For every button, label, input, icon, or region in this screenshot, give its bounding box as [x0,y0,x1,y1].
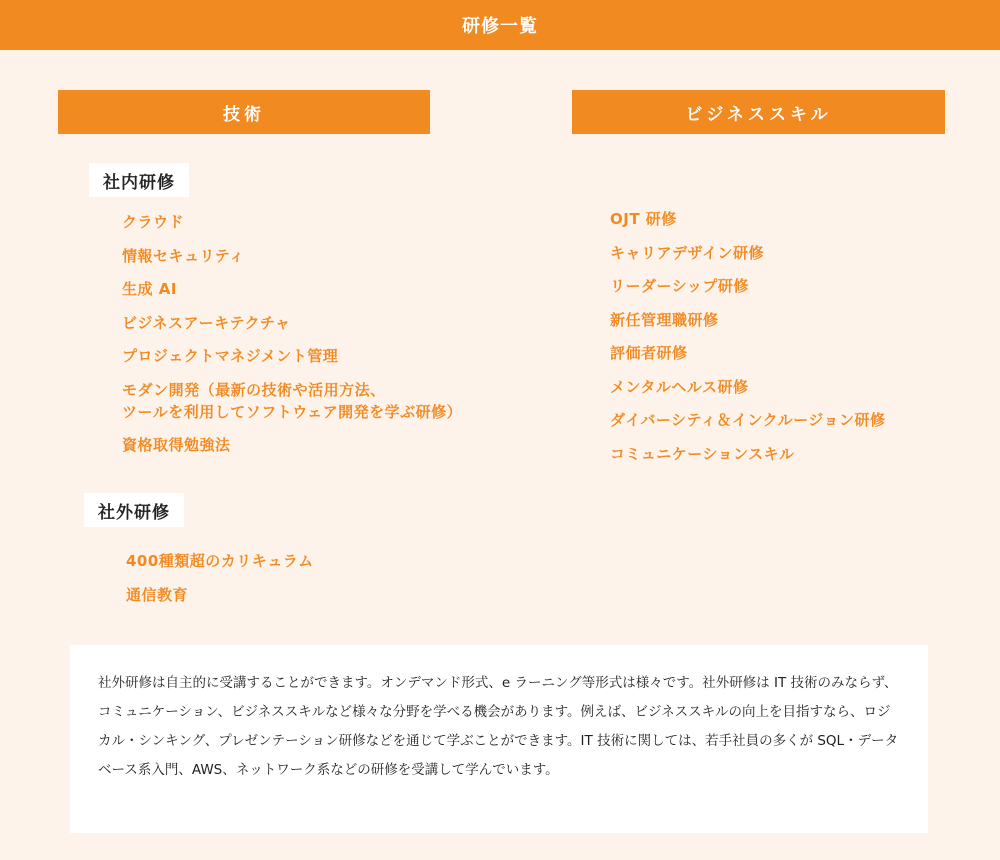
list-item: クラウド [122,213,185,231]
list-item [122,379,462,423]
page-title: 研修一覧 [462,16,538,37]
list-item: ダイバーシティ＆インクルージョン研修 [610,411,886,429]
business-column-header: ビジネススキル [572,90,945,134]
page-header [0,0,1000,50]
list-item: プロジェクトマネジメント管理 [122,347,339,365]
list-item: 生成 AI [122,280,177,298]
list-item: ビジネスアーキテクチャ [122,313,291,332]
list-item: コミュニケーションスキル [610,444,795,463]
note-text: 社外研修は自主的に受講することができます。オンデマンド形式、e ラーニング等形式は様々です。社外研修は IT 技術のみならず、コミュニケーション、ビジネススキルなど様々な分野を学べる機会があります。例えば、ビジネススキルの向上を目指すなら、ロジカル・シンキング、プレゼンテーション研修などを通じて学ぶことができます。IT 技術に関しては、若手社員の多くが SQL・データベース系入門、AWS、ネットワーク系などの研修を受講して学んでいます。 [98,675,899,778]
internal-training-label: 社内研修 [89,163,189,197]
tech-column-header: 技術 [58,90,430,134]
list-item: 通信教育 [126,585,189,604]
internal-training-list [122,211,462,467]
external-training-label: 社外研修 [84,493,184,527]
list-item: 評価者研修 [610,344,688,362]
list-item: 新任管理職研修 [610,310,719,329]
list-item: 資格取得勉強法 [122,435,231,454]
list-item-line: モダン開発（最新の技術や活用方法、 [122,380,386,399]
external-training-list [126,550,314,617]
list-item-line: ツールを利用してソフトウェア開発を学ぶ研修） [122,402,463,421]
list-item: キャリアデザイン研修 [610,243,764,262]
list-item: OJT 研修 [610,210,677,228]
list-item: 400種類超のカリキュラム [126,552,314,570]
external-training-note [70,645,928,833]
list-item: 情報セキュリティ [122,246,245,265]
list-item: メンタルヘルス研修 [610,377,749,396]
list-item: リーダーシップ研修 [610,277,749,295]
business-training-list [610,208,886,476]
